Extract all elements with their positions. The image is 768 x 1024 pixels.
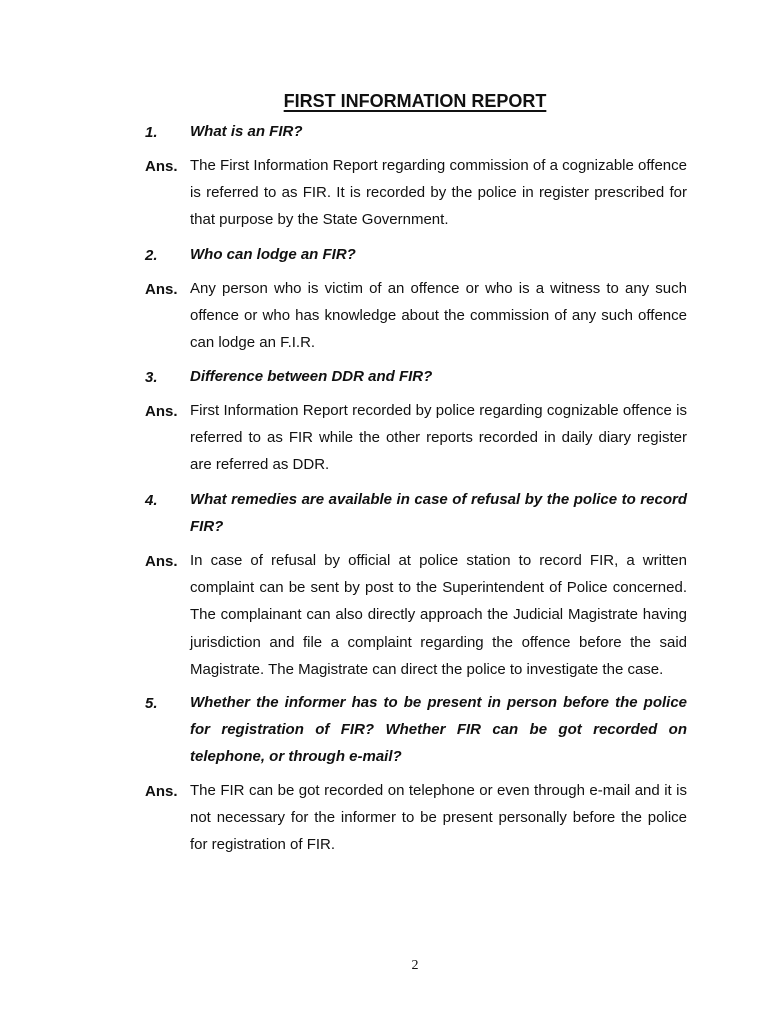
page-number: 2	[411, 958, 419, 973]
question-text: Who can lodge an FIR?	[190, 246, 356, 263]
answer-text: First Information Report recorded by police regarding cognizable offence is referred to as FIR while the other reports recorded in daily diary register are referred as DDR.	[190, 402, 687, 474]
answer-text: The FIR can be got recorded on telephone or even through e-mail and it is not necessary for the informer to be present personally before the police for registration of FIR.	[190, 782, 687, 854]
page-title: FIRST INFORMATION REPORT	[283, 91, 547, 111]
question-number: 3.	[145, 369, 158, 386]
answer-label: Ans.	[145, 158, 178, 175]
answer-label: Ans.	[145, 403, 178, 420]
question-text: What remedies are available in case of refusal by the police to record FIR?	[190, 491, 687, 536]
question-number: 5.	[145, 695, 158, 712]
question-text: What is an FIR?	[190, 123, 303, 140]
answer-text: Any person who is victim of an offence or who is a witness to any such offence or who has knowledge about the commission of any such offence can lodge an F.I.R.	[190, 280, 687, 352]
question-text: Whether the informer has to be present in person before the police for registration of FIR? Whether FIR can be got recorded on telephone, or through e-mail?	[190, 694, 687, 766]
question-number: 1.	[145, 124, 158, 141]
answer-label: Ans.	[145, 783, 178, 800]
answer-label: Ans.	[145, 281, 178, 298]
question-text: Difference between DDR and FIR?	[190, 368, 433, 385]
question-number: 2.	[145, 247, 158, 264]
answer-text: In case of refusal by official at police station to record FIR, a written complaint can be sent by post to the Superintendent of Police concerned. The complainant can also directly approach the Judicial Magistrate having jurisdiction and file a complaint regarding the offence before the said Magistrate. The Magistrate can direct the police to investigate the case.	[190, 552, 687, 678]
question-number: 4.	[145, 492, 158, 509]
answer-label: Ans.	[145, 553, 178, 570]
answer-text: The First Information Report regarding commission of a cognizable offence is referred to as FIR. It is recorded by the police in register prescribed for that purpose by the State Government.	[190, 157, 687, 229]
